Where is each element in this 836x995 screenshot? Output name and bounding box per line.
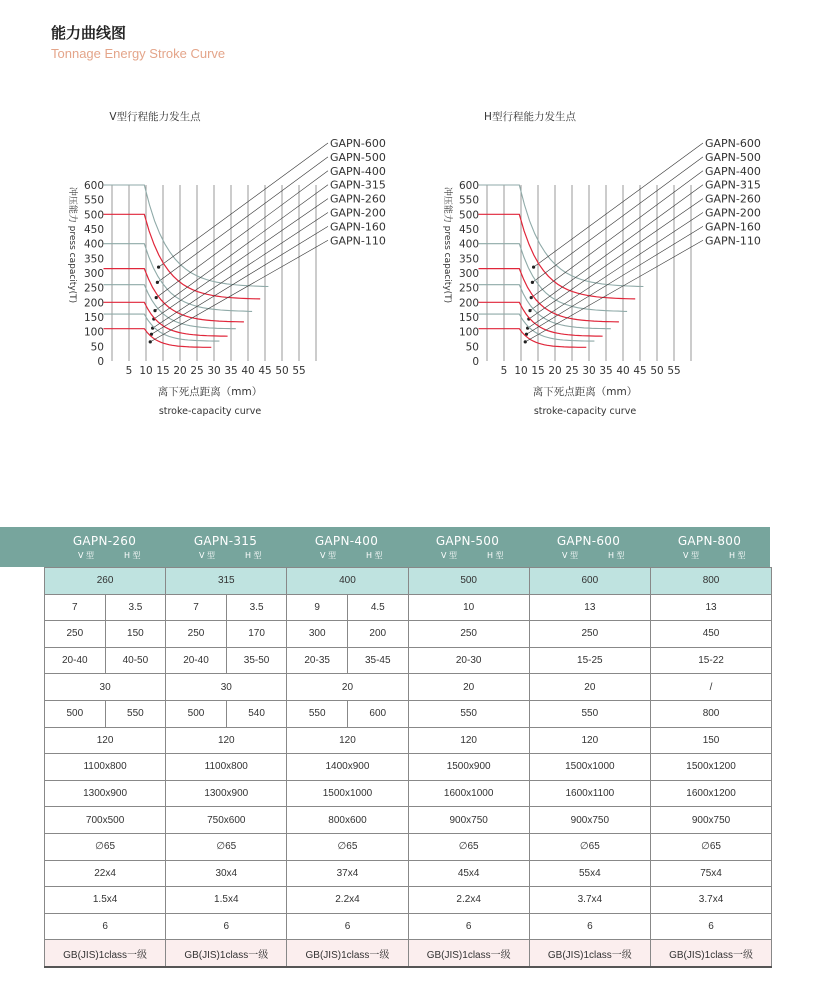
table-cell: 30x4 [166,860,287,887]
table-cell: 1500x1000 [287,780,408,807]
table-cell: 250 [45,621,106,648]
x-tick-label: 50 [275,365,289,377]
leader-line [532,157,703,282]
model-header [407,527,528,567]
table-cell: 900x750 [650,807,771,834]
legend-label: GAPN-500 [330,150,386,164]
table-cell: 22x4 [45,860,166,887]
table-cell: 300 [287,621,348,648]
chart-title: V型行程能力发生点 [109,111,201,123]
leader-arrow [149,340,152,343]
page-title: 能力曲线图 [51,24,127,42]
table-cell: 3.5 [105,594,166,621]
v-type-label: V 型 [320,551,337,560]
table-cell: 40-50 [105,647,166,674]
model-header [44,527,165,567]
table-cell: 1600x1000 [408,780,529,807]
table-cell: 450 [650,621,771,648]
leader-arrow [530,296,533,299]
table-cell: 120 [529,727,650,754]
y-tick-label: 200 [83,297,104,310]
x-tick-label: 10 [514,365,528,377]
x-tick-label: 40 [616,365,630,377]
y-tick-label: 350 [458,253,479,266]
y-tick-label: 400 [83,238,104,251]
y-tick-label: 550 [458,194,479,207]
legend-label: GAPN-110 [330,234,386,248]
table-cell: 3.7x4 [529,887,650,914]
leader-arrow [157,266,160,269]
table-cell: ∅65 [166,833,287,860]
y-axis-label: 冲压能力 press capacity(T) [67,186,77,304]
h-type-label: H 型 [366,551,383,560]
x-tick-label: 45 [258,365,272,377]
table-cell: 20-40 [166,647,227,674]
table-cell: 550 [287,700,348,727]
x-axis-label: 离下死点距离（mm） [532,386,638,398]
h-type-label: H 型 [487,551,504,560]
legend-label: GAPN-110 [705,234,761,248]
y-tick-label: 300 [458,268,479,281]
table-row [45,913,772,940]
table-cell: 6 [650,913,771,940]
page-subtitle: Tonnage Energy Stroke Curve [51,46,226,61]
y-tick-label: 450 [458,224,479,237]
table-cell: 1500x900 [408,754,529,781]
x-axis-caption: stroke-capacity curve [158,406,262,417]
legend-label: GAPN-600 [330,137,386,150]
leader-arrow [155,296,158,299]
table-cell: 6 [408,913,529,940]
leader-line [150,240,328,342]
y-tick-label: 100 [458,326,479,339]
table-row [45,568,772,595]
table-cell: 20-40 [45,647,106,674]
v-type-label: V 型 [199,551,216,560]
table-cell: 1.5x4 [45,887,166,914]
y-tick-label: 0 [472,356,479,368]
table-cell: 15-25 [529,647,650,674]
table-cell: ∅65 [287,833,408,860]
table-cell: 500 [45,700,106,727]
x-tick-label: 5 [125,365,133,377]
table-cell: GB(JIS)1class一级 [287,940,408,967]
x-tick-label: 15 [531,365,545,377]
table-cell: 20 [287,674,408,701]
model-name: GAPN-260 [72,534,137,548]
table-cell: 500 [166,700,227,727]
x-tick-label: 45 [633,365,647,377]
table-cell: 250 [529,621,650,648]
y-tick-label: 350 [83,253,104,266]
table-row [45,754,772,781]
leader-line [159,143,328,267]
x-axis-caption: stroke-capacity curve [533,406,637,417]
table-cell: 800 [650,568,771,595]
table-cell: GB(JIS)1class一级 [45,940,166,967]
x-axis-label: 离下死点距离（mm） [157,386,263,398]
x-tick-label: 40 [241,365,255,377]
h-type-label: H 型 [729,551,746,560]
table-cell: ∅65 [45,833,166,860]
table-row [45,674,772,701]
table-cell: 1500x1200 [650,754,771,781]
spec-table [44,567,772,968]
y-tick-label: 450 [83,224,104,237]
table-cell: 700x500 [45,807,166,834]
legend-label: GAPN-315 [330,178,386,192]
table-cell: 800x600 [287,807,408,834]
table-cell: 120 [287,727,408,754]
legend-label: GAPN-315 [705,178,761,192]
leader-arrow [531,281,534,284]
table-cell: 750x600 [166,807,287,834]
table-cell: 260 [45,568,166,595]
leader-arrow [524,340,527,343]
table-cell: 20-30 [408,647,529,674]
table-row [45,860,772,887]
table-row [45,727,772,754]
table-cell: 1500x1000 [529,754,650,781]
table-row [45,594,772,621]
capacity-curve [479,214,636,299]
y-tick-label: 600 [83,180,104,193]
table-cell: 550 [529,700,650,727]
x-tick-label: 25 [565,365,579,377]
legend-label: GAPN-400 [330,164,386,178]
x-tick-label: 50 [650,365,664,377]
table-cell: 45x4 [408,860,529,887]
table-cell: 1300x900 [45,780,166,807]
y-tick-label: 550 [83,194,104,207]
leader-arrow [528,309,531,312]
y-tick-label: 250 [458,282,479,295]
table-cell: 37x4 [287,860,408,887]
leader-line [534,143,703,267]
y-tick-label: 500 [458,209,479,222]
y-tick-label: 500 [83,209,104,222]
capacity-curve [104,185,269,287]
table-cell: 2.2x4 [408,887,529,914]
x-tick-label: 5 [500,365,508,377]
y-tick-label: 100 [83,326,104,339]
table-cell: 150 [105,621,166,648]
table-cell: 250 [166,621,227,648]
table-cell: 540 [226,700,287,727]
table-row [45,887,772,914]
y-tick-label: 600 [458,180,479,193]
table-cell: 6 [287,913,408,940]
leader-arrow [153,309,156,312]
table-cell: 1300x900 [166,780,287,807]
table-cell: 6 [45,913,166,940]
table-cell: GB(JIS)1class一级 [529,940,650,967]
y-tick-label: 150 [458,312,479,325]
leader-arrow [532,266,535,269]
y-tick-label: 400 [458,238,479,251]
model-name: GAPN-315 [193,534,258,548]
table-cell: 20 [408,674,529,701]
h-type-chart [425,100,805,430]
table-cell: 315 [166,568,287,595]
y-tick-label: 50 [90,341,104,354]
table-cell: 9 [287,594,348,621]
table-cell: 75x4 [650,860,771,887]
table-cell: 550 [105,700,166,727]
capacity-curve [104,214,261,299]
table-cell: 35-45 [347,647,408,674]
table-cell: 7 [45,594,106,621]
table-cell: 6 [166,913,287,940]
table-cell: 600 [347,700,408,727]
legend-label: GAPN-200 [705,206,761,220]
x-tick-label: 55 [667,365,681,377]
leader-arrow [156,281,159,284]
table-cell: ∅65 [650,833,771,860]
model-header [649,527,770,567]
table-cell: 20 [529,674,650,701]
v-type-label: V 型 [683,551,700,560]
model-header [528,527,649,567]
x-tick-label: 15 [156,365,170,377]
table-cell: 900x750 [529,807,650,834]
table-cell: ∅65 [529,833,650,860]
table-cell: 120 [45,727,166,754]
legend-label: GAPN-600 [705,137,761,150]
model-header [165,527,286,567]
table-cell: 55x4 [529,860,650,887]
table-cell: 35-50 [226,647,287,674]
table-cell: 800 [650,700,771,727]
h-type-label: H 型 [608,551,625,560]
legend-label: GAPN-500 [705,150,761,164]
model-name: GAPN-400 [314,534,379,548]
leader-line [530,185,703,311]
table-cell: 600 [529,568,650,595]
table-cell: 170 [226,621,287,648]
table-cell: 3.5 [226,594,287,621]
x-tick-label: 35 [224,365,238,377]
x-tick-label: 30 [582,365,596,377]
leader-line [155,185,328,311]
table-cell: 500 [408,568,529,595]
capacity-curve [479,302,603,336]
legend-label: GAPN-400 [705,164,761,178]
table-cell: 150 [650,727,771,754]
x-tick-label: 25 [190,365,204,377]
table-cell: 20-35 [287,647,348,674]
table-cell: 550 [408,700,529,727]
capacity-curve [479,185,644,287]
table-cell: 1100x800 [166,754,287,781]
table-cell: 7 [166,594,227,621]
table-cell: 13 [650,594,771,621]
y-tick-label: 150 [83,312,104,325]
legend-label: GAPN-160 [705,220,761,234]
table-cell: 250 [408,621,529,648]
table-cell: 1600x1200 [650,780,771,807]
table-row [45,700,772,727]
y-tick-label: 300 [83,268,104,281]
table-cell: 900x750 [408,807,529,834]
y-tick-label: 50 [465,341,479,354]
table-cell: / [650,674,771,701]
table-cell: 1100x800 [45,754,166,781]
table-cell: 3.7x4 [650,887,771,914]
table-cell: 4.5 [347,594,408,621]
chart-title: H型行程能力发生点 [484,111,576,123]
table-row [45,647,772,674]
table-cell: GB(JIS)1class一级 [408,940,529,967]
table-cell: GB(JIS)1class一级 [166,940,287,967]
table-cell: 400 [287,568,408,595]
v-type-chart [50,100,430,430]
table-cell: 120 [408,727,529,754]
legend-label: GAPN-200 [330,206,386,220]
leader-line [157,157,328,282]
y-axis-label: 冲压能力 press capacity(T) [442,186,452,304]
table-row [45,780,772,807]
model-name: GAPN-500 [435,534,500,548]
x-tick-label: 30 [207,365,221,377]
h-type-label: H 型 [124,551,141,560]
x-tick-label: 20 [173,365,187,377]
table-cell: 200 [347,621,408,648]
y-tick-label: 200 [458,297,479,310]
y-tick-label: 0 [97,356,104,368]
model-name: GAPN-800 [677,534,742,548]
legend-label: GAPN-260 [705,192,761,206]
table-cell: 6 [529,913,650,940]
y-tick-label: 250 [83,282,104,295]
table-cell: ∅65 [408,833,529,860]
table-cell: 1.5x4 [166,887,287,914]
model-header-band [0,527,770,567]
table-cell: 120 [166,727,287,754]
x-tick-label: 35 [599,365,613,377]
legend-label: GAPN-160 [330,220,386,234]
table-cell: 10 [408,594,529,621]
v-type-label: V 型 [78,551,95,560]
x-tick-label: 55 [292,365,306,377]
v-type-label: V 型 [562,551,579,560]
table-row [45,807,772,834]
table-cell: 2.2x4 [287,887,408,914]
table-row [45,940,772,967]
table-cell: 30 [45,674,166,701]
v-type-label: V 型 [441,551,458,560]
table-cell: 15-22 [650,647,771,674]
x-tick-label: 10 [139,365,153,377]
legend-label: GAPN-260 [330,192,386,206]
table-cell: 1400x900 [287,754,408,781]
leader-line [525,240,703,342]
model-name: GAPN-600 [556,534,621,548]
table-cell: 30 [166,674,287,701]
x-tick-label: 20 [548,365,562,377]
table-row [45,621,772,648]
table-cell: 1600x1100 [529,780,650,807]
table-cell: 13 [529,594,650,621]
table-row [45,833,772,860]
h-type-label: H 型 [245,551,262,560]
table-cell: GB(JIS)1class一级 [650,940,771,967]
capacity-curve [104,302,228,336]
model-header [286,527,407,567]
